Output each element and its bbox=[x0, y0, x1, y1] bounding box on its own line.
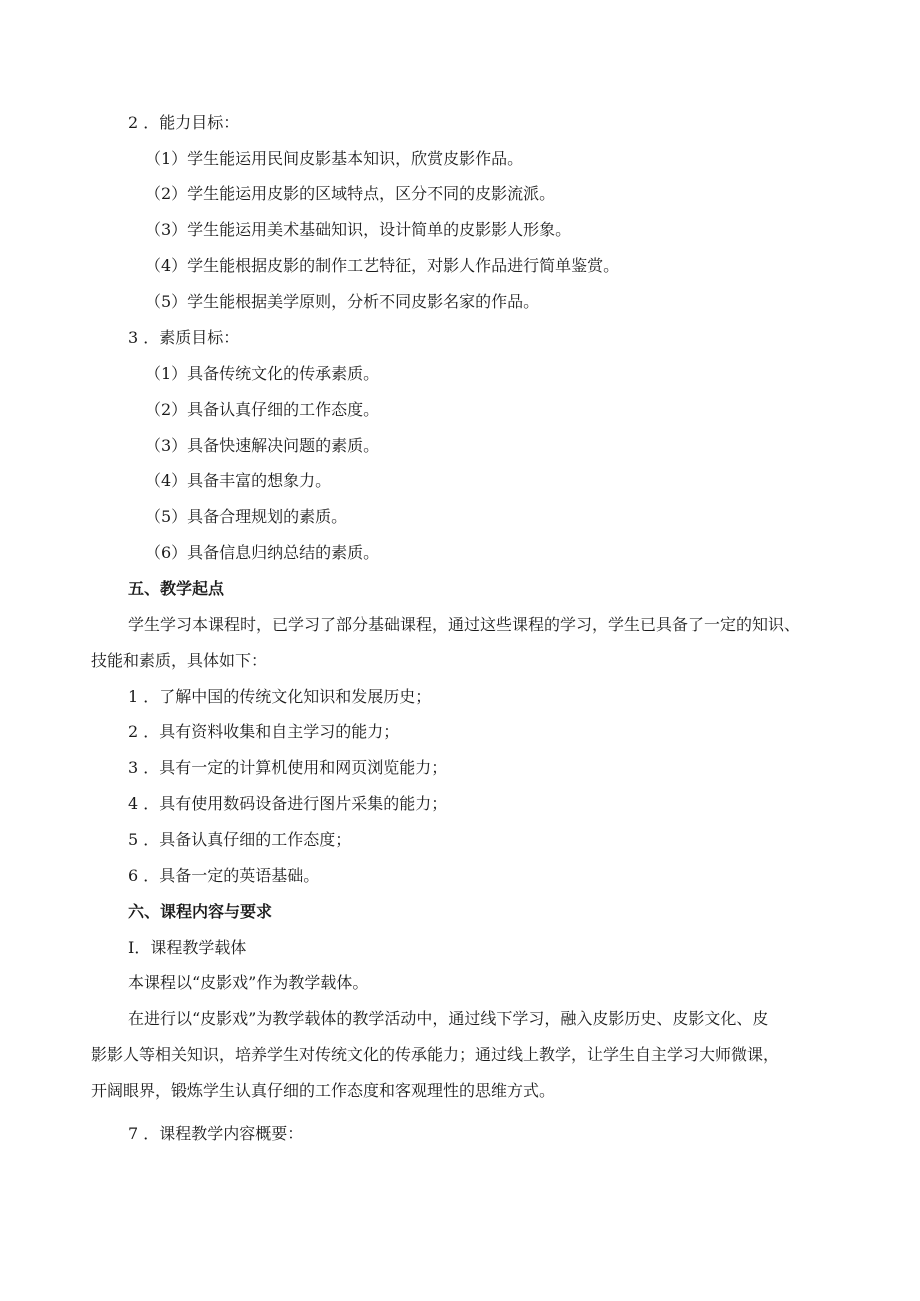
section6-subheading: I．课程教学载体 bbox=[128, 938, 247, 957]
section6-subheading: 7 ．课程教学内容概要： bbox=[128, 1124, 304, 1143]
section5-intro-line: 技能和素质，具体如下： bbox=[91, 651, 268, 670]
section6-carrier: 本课程以“皮影戏”作为教学载体。 bbox=[128, 973, 369, 992]
section5-intro-line: 学生学习本课程时，已学习了部分基础课程，通过这些课程的学习，学生已具备了一定的知识、 bbox=[128, 615, 801, 634]
quality-item: （6）具备信息归纳总结的素质。 bbox=[145, 543, 380, 562]
section5-item: 2 ．具有资料收集和自主学习的能力； bbox=[128, 722, 400, 741]
section5-item: 3 ．具有一定的计算机使用和网页浏览能力； bbox=[128, 758, 448, 777]
ability-item: （1）学生能运用民间皮影基本知识，欣赏皮影作品。 bbox=[145, 149, 524, 168]
section5-item: 6 ．具备一定的英语基础。 bbox=[128, 866, 320, 885]
ability-item: （3）学生能运用美术基础知识，设计简单的皮影影人形象。 bbox=[145, 220, 572, 239]
section6-paragraph-line: 在进行以“皮影戏”为教学载体的教学活动中，通过线下学习，融入皮影历史、皮影文化、皮 bbox=[128, 1009, 769, 1028]
quality-item: （5）具备合理规划的素质。 bbox=[145, 507, 348, 526]
quality-item: （4）具备丰富的想象力。 bbox=[145, 471, 332, 490]
quality-item: （2）具备认真仔细的工作态度。 bbox=[145, 400, 380, 419]
section5-title: 五、教学起点 bbox=[128, 579, 225, 598]
quality-item: （1）具备传统文化的传承素质。 bbox=[145, 364, 380, 383]
ability-item: （5）学生能根据美学原则，分析不同皮影名家的作品。 bbox=[145, 292, 540, 311]
ability-item: （2）学生能运用皮影的区域特点，区分不同的皮影流派。 bbox=[145, 184, 556, 203]
ability-heading: 2 ．能力目标： bbox=[128, 113, 240, 132]
section6-paragraph-line: 影影人等相关知识，培养学生对传统文化的传承能力；通过线上教学，让学生自主学习大师微课， bbox=[91, 1045, 780, 1064]
section5-item: 5 ．具备认真仔细的工作态度； bbox=[128, 830, 352, 849]
section5-item: 4 ．具有使用数码设备进行图片采集的能力； bbox=[128, 794, 448, 813]
ability-item: （4）学生能根据皮影的制作工艺特征，对影人作品进行简单鉴赏。 bbox=[145, 256, 620, 275]
section6-title: 六、课程内容与要求 bbox=[128, 902, 273, 921]
quality-item: （3）具备快速解决问题的素质。 bbox=[145, 436, 380, 455]
quality-heading: 3 ．素质目标： bbox=[128, 328, 240, 347]
section5-item: 1 ．了解中国的传统文化知识和发展历史； bbox=[128, 687, 432, 706]
section6-paragraph-line: 开阔眼界，锻炼学生认真仔细的工作态度和客观理性的思维方式。 bbox=[91, 1081, 556, 1100]
